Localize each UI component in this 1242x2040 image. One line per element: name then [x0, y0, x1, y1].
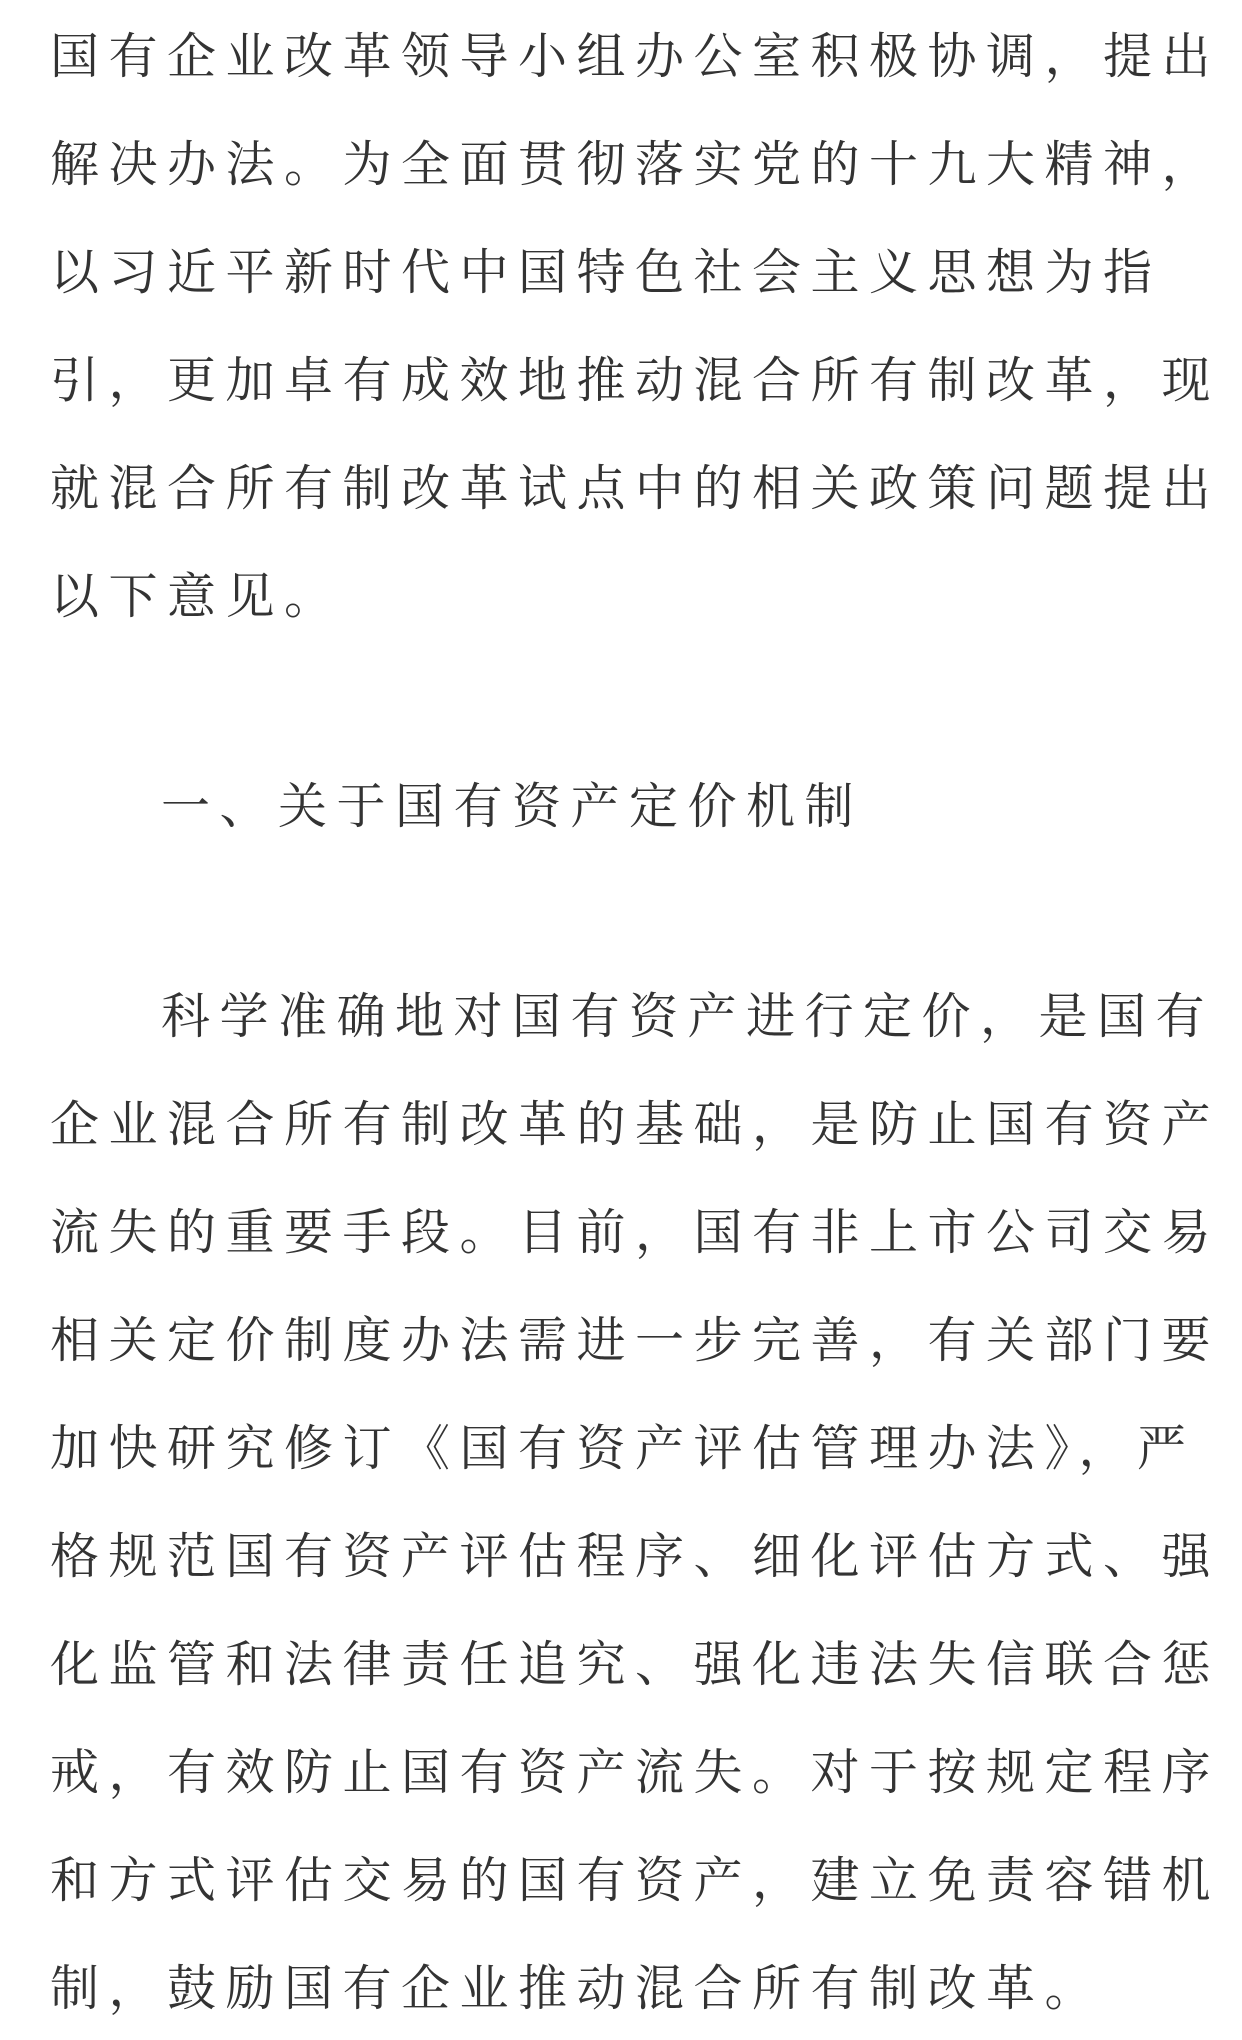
text-line: 戒，有效防止国有资产流失。对于按规定程序 — [50, 1744, 1221, 1801]
text-line: 以习近平新时代中国特色社会主义思想为指 — [50, 244, 1162, 301]
paragraph-spacer — [50, 648, 1192, 750]
text-line: 制，鼓励国有企业推动混合所有制改革。 — [50, 1960, 1104, 2017]
text-line: 和方式评估交易的国有资产，建立免责容错机 — [50, 1852, 1221, 1909]
text-line: 引，更加卓有成效地推动混合所有制改革，现 — [50, 352, 1221, 409]
text-line: 加快研究修订《国有资产评估管理办法》，严 — [50, 1420, 1196, 1477]
text-line: 流失的重要手段。目前，国有非上市公司交易 — [50, 1204, 1221, 1261]
text-line: 以下意见。 — [50, 568, 343, 625]
text-line: 相关定价制度办法需进一步完善，有关部门要 — [50, 1312, 1221, 1369]
text-line: 科学准确地对国有资产进行定价，是国有 — [161, 988, 1215, 1045]
text-line: 就混合所有制改革试点中的相关政策问题提出 — [50, 460, 1221, 517]
intro-paragraph — [50, 6, 1221, 648]
section-heading — [50, 756, 1192, 858]
text-line: 化监管和法律责任追究、强化违法失信联合惩 — [50, 1636, 1221, 1693]
pricing-paragraph — [50, 966, 1221, 2040]
section-heading-text: 一、关于国有资产定价机制 — [161, 778, 864, 835]
paragraph-spacer — [50, 858, 1192, 960]
text-line: 格规范国有资产评估程序、细化评估方式、强 — [50, 1528, 1221, 1585]
text-line: 企业混合所有制改革的基础，是防止国有资产 — [50, 1096, 1221, 1153]
text-line: 解决办法。为全面贯彻落实党的十九大精神， — [50, 136, 1221, 193]
text-line: 国有企业改革领导小组办公室积极协调，提出 — [50, 28, 1221, 85]
article-body — [50, 0, 1221, 2040]
